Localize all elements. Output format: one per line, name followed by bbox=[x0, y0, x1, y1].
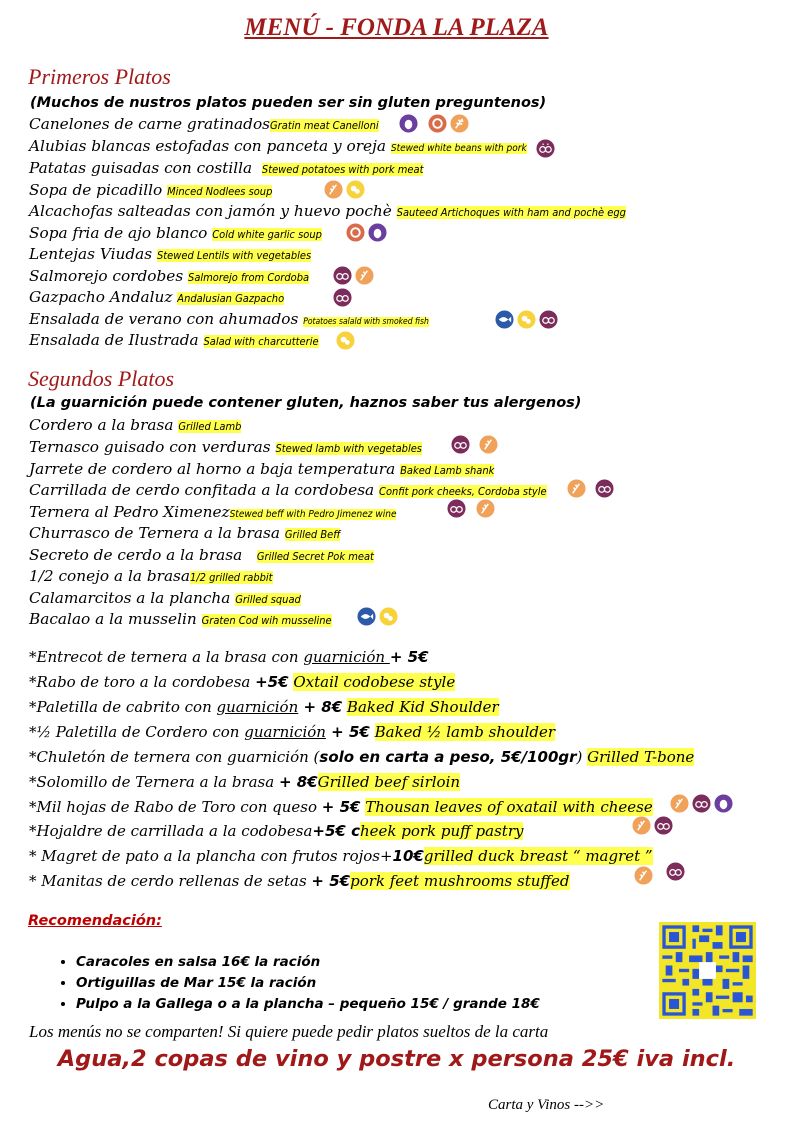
allergen-icons bbox=[567, 479, 614, 498]
segundos-note: (La guarnición puede contener gluten, haznos saber tus alergenos) bbox=[30, 395, 582, 411]
supplement-translation: Grilled beef sirloin bbox=[317, 773, 461, 791]
dish-translation: Grilled squad bbox=[235, 593, 301, 606]
supplement-name: * Magret de pato a la plancha con frutos rojos+ bbox=[29, 847, 393, 865]
allergen-icons bbox=[447, 499, 495, 518]
supplement-price: +5€ bbox=[255, 673, 289, 691]
supplement-price: solo en carta a peso, 5€/100gr bbox=[319, 748, 577, 766]
qr-code[interactable] bbox=[659, 922, 756, 1019]
supplement-name: *Solomillo de Ternera a la brasa bbox=[29, 773, 279, 791]
supplement-row bbox=[29, 870, 570, 892]
allergen-icons bbox=[399, 114, 469, 133]
sulphites-icon bbox=[654, 816, 673, 835]
egg-icon bbox=[379, 607, 398, 626]
dish-name: Cordero a la brasa bbox=[29, 416, 174, 434]
dish-translation: Cold white garlic soup bbox=[212, 228, 322, 241]
supplement-name: *Paletilla de cabrito con bbox=[29, 698, 217, 716]
supplement-row bbox=[29, 796, 653, 818]
gluten-icon bbox=[634, 866, 653, 885]
dish-translation: Salmorejo from Cordoba bbox=[188, 271, 310, 284]
gluten-icon bbox=[632, 816, 651, 835]
supplement-price: + 5€ bbox=[321, 798, 361, 816]
allergen-icons bbox=[451, 435, 498, 454]
dish-name: Gazpacho Andaluz bbox=[29, 288, 173, 306]
recomendacion-heading: Recomendación: bbox=[28, 913, 162, 929]
allergen-icons bbox=[324, 180, 365, 199]
recomendacion-list bbox=[48, 952, 540, 1015]
dish-translation: Stewed lamb with vegetables bbox=[275, 442, 422, 455]
dish-name: Bacalao a la musselin bbox=[29, 610, 197, 628]
sulphites-icon bbox=[692, 794, 711, 813]
dish-row bbox=[29, 330, 319, 352]
dish-translation: Andalusian Gazpacho bbox=[177, 292, 285, 305]
supplement-name: *Entrecot de ternera a la brasa con bbox=[29, 648, 304, 666]
celery-icon bbox=[399, 114, 418, 133]
dish-name: Salmorejo cordobes bbox=[29, 267, 184, 285]
dish-row bbox=[29, 309, 429, 332]
dish-row bbox=[29, 201, 626, 223]
dish-translation: Potatoes salald with smoked fish bbox=[303, 317, 429, 327]
allergen-icons bbox=[336, 331, 355, 350]
promo-line: Agua,2 copas de vino y postre x persona 25€ iva incl. bbox=[57, 1046, 736, 1072]
dish-translation: Salad with charcutterie bbox=[203, 335, 319, 348]
dish-row bbox=[29, 545, 374, 567]
supplement-translation: Baked ½ lamb shoulder bbox=[374, 723, 556, 741]
mustard-icon bbox=[428, 114, 447, 133]
supplement-name: *Mil hojas de Rabo de Toro con queso bbox=[29, 798, 322, 816]
dish-name: Secreto de cerdo a la brasa bbox=[29, 546, 243, 564]
supplement-row bbox=[29, 696, 499, 718]
sulphites-icon bbox=[536, 139, 555, 158]
dish-row bbox=[29, 114, 379, 136]
dish-row bbox=[29, 566, 273, 588]
celery-icon bbox=[714, 794, 733, 813]
dish-translation: Grilled Beff bbox=[284, 528, 341, 541]
dish-name: Lentejas Viudas bbox=[29, 245, 153, 263]
supplement-name: *Chuletón de ternera con guarnición ( bbox=[29, 748, 320, 766]
dish-translation: Baked Lamb shank bbox=[400, 464, 495, 477]
dish-row bbox=[29, 223, 322, 245]
dish-name: Sopa fria de ajo blanco bbox=[29, 224, 208, 242]
qr-code-icon bbox=[659, 922, 756, 1019]
gluten-icon bbox=[476, 499, 495, 518]
dish-translation: Stewed potatoes with pork meat bbox=[261, 163, 424, 176]
supplement-row bbox=[29, 845, 653, 867]
menu-title: MENÚ - FONDA LA PLAZA bbox=[244, 14, 549, 41]
dish-translation: Grilled Secret Pok meat bbox=[256, 550, 374, 563]
supplement-paren: ) bbox=[576, 748, 583, 766]
supplement-translation: Baked Kid Shoulder bbox=[346, 698, 499, 716]
list-item: • Ortiguillas de Mar 15€ la ración bbox=[76, 973, 540, 994]
supplement-row bbox=[29, 646, 429, 668]
fish-icon bbox=[357, 607, 376, 626]
sulphites-icon bbox=[447, 499, 466, 518]
supplement-underlined: guarnición bbox=[216, 698, 299, 716]
dish-name: Canelones de carne gratinados bbox=[29, 115, 271, 133]
allergen-icons bbox=[333, 266, 374, 285]
supplement-row bbox=[29, 671, 455, 693]
dish-row bbox=[29, 588, 301, 610]
allergen-icons bbox=[634, 866, 653, 885]
footer-note: Los menús no se comparten! Si quiere puede pedir platos sueltos de la carta bbox=[29, 1022, 549, 1041]
supplement-name: *½ Paletilla de Cordero con bbox=[29, 723, 245, 741]
allergen-icons bbox=[346, 223, 387, 242]
supplement-name: * Manitas de cerdo rellenas de setas bbox=[29, 872, 312, 890]
dish-name: 1/2 conejo a la brasa bbox=[29, 567, 191, 585]
dish-row bbox=[29, 415, 241, 437]
supplement-price: +5€ c bbox=[312, 822, 360, 840]
supplement-name: *Hojaldre de carrillada a la codobesa bbox=[29, 822, 313, 840]
supplement-translation: grilled duck breast “ magret ” bbox=[423, 847, 653, 865]
allergen-icons bbox=[333, 288, 352, 307]
allergen-icons bbox=[357, 607, 398, 626]
gluten-icon bbox=[479, 435, 498, 454]
dish-name: Alcachofas salteadas con jamón y huevo pochè bbox=[29, 202, 392, 220]
dish-translation: Sauteed Artichoques with ham and pochè egg bbox=[396, 206, 626, 219]
sulphites-icon bbox=[333, 288, 352, 307]
dish-name: Calamarcitos a la plancha bbox=[29, 589, 231, 607]
dish-row bbox=[29, 158, 423, 180]
dish-translation: Stewed beff with Pedro Jimenez wine bbox=[229, 509, 397, 520]
allergen-icons bbox=[632, 816, 673, 835]
dish-name: Carrillada de cerdo confitada a la cordobesa bbox=[29, 481, 375, 499]
dish-row bbox=[29, 136, 527, 159]
supplement-underlined: guarnición bbox=[244, 723, 326, 741]
fish-icon bbox=[495, 310, 514, 329]
dish-name: Patatas guisadas con costilla bbox=[29, 159, 253, 177]
gluten-icon bbox=[567, 479, 586, 498]
gluten-icon bbox=[355, 266, 374, 285]
dish-row bbox=[29, 523, 340, 545]
primeros-heading: Primeros Platos bbox=[28, 64, 171, 89]
celery-icon bbox=[368, 223, 387, 242]
supplement-translation: Oxtail codobese style bbox=[293, 673, 456, 691]
dish-translation: 1/2 grilled rabbit bbox=[190, 571, 273, 584]
dish-name: Ensalada de Ilustrada bbox=[29, 331, 199, 349]
dish-row bbox=[29, 287, 284, 309]
egg-icon bbox=[336, 331, 355, 350]
gluten-icon bbox=[324, 180, 343, 199]
supplement-name: *Rabo de toro a la cordobesa bbox=[29, 673, 256, 691]
supplement-price: + 8€ bbox=[298, 698, 343, 716]
gluten-icon bbox=[670, 794, 689, 813]
carta-link[interactable]: Carta y Vinos -->> bbox=[488, 1097, 605, 1113]
allergen-icons bbox=[666, 862, 685, 881]
dish-translation: Minced Nodlees soup bbox=[167, 185, 273, 198]
dish-row bbox=[29, 266, 309, 288]
dish-name: Sopa de picadillo bbox=[29, 181, 163, 199]
supplement-price: 10€ bbox=[392, 847, 424, 865]
dish-row bbox=[29, 437, 422, 459]
supplement-translation: Grilled T-bone bbox=[587, 748, 695, 766]
dish-name: Ternasco guisado con verduras bbox=[29, 438, 271, 456]
supplement-price: + 8€ bbox=[278, 773, 318, 791]
sulphites-icon bbox=[666, 862, 685, 881]
supplement-row bbox=[29, 746, 694, 768]
dish-translation: Stewed white beans with pork bbox=[390, 143, 527, 154]
supplement-price: + 5€ bbox=[389, 648, 429, 666]
allergen-icons bbox=[495, 310, 558, 329]
supplement-row bbox=[29, 721, 555, 743]
supplement-underlined: guarnición bbox=[303, 648, 390, 666]
dish-name: Churrasco de Ternera a la brasa bbox=[29, 524, 280, 542]
egg-icon bbox=[346, 180, 365, 199]
dish-row bbox=[29, 180, 272, 202]
mustard-icon bbox=[346, 223, 365, 242]
dish-translation: Confit pork cheeks, Cordoba style bbox=[379, 485, 547, 498]
dish-name: Ensalada de verano con ahumados bbox=[29, 310, 299, 328]
supplement-row bbox=[29, 820, 523, 842]
dish-translation: Graten Cod wih musseline bbox=[201, 614, 332, 627]
dish-name: Jarrete de cordero al horno a baja temperatura bbox=[29, 460, 396, 478]
segundos-heading: Segundos Platos bbox=[28, 366, 175, 391]
supplement-translation: heek pork puff pastry bbox=[359, 822, 524, 840]
supplement-row bbox=[29, 771, 460, 793]
supplement-price: + 5€ bbox=[325, 723, 370, 741]
supplement-translation: pork feet mushrooms stuffed bbox=[350, 872, 570, 890]
dish-translation: Stewed Lentils with vegetables bbox=[157, 249, 312, 262]
dish-row bbox=[29, 244, 311, 266]
list-item: • Caracoles en salsa 16€ la ración bbox=[76, 952, 540, 973]
allergen-icons bbox=[670, 794, 733, 813]
dish-translation: Gratin meat Canelloni bbox=[270, 119, 379, 132]
sulphites-icon bbox=[539, 310, 558, 329]
allergen-icons bbox=[536, 139, 555, 158]
gluten-icon bbox=[450, 114, 469, 133]
dish-translation: Grilled Lamb bbox=[178, 420, 242, 433]
dish-name: Ternera al Pedro Ximenez bbox=[29, 503, 230, 521]
sulphites-icon bbox=[451, 435, 470, 454]
dish-row bbox=[29, 609, 332, 631]
primeros-note: (Muchos de nustros platos pueden ser sin gluten preguntenos) bbox=[30, 95, 547, 111]
dish-row bbox=[29, 502, 396, 525]
egg-icon bbox=[517, 310, 536, 329]
dish-name: Alubias blancas estofadas con panceta y oreja bbox=[29, 137, 386, 155]
dish-row bbox=[29, 459, 494, 481]
sulphites-icon bbox=[595, 479, 614, 498]
supplement-price: + 5€ bbox=[311, 872, 351, 890]
supplement-translation: Thousan leaves of oxatail with cheese bbox=[365, 798, 653, 816]
sulphites-icon bbox=[333, 266, 352, 285]
list-item: • Pulpo a la Gallega o a la plancha – pequeño 15€ / grande 18€ bbox=[76, 994, 540, 1015]
